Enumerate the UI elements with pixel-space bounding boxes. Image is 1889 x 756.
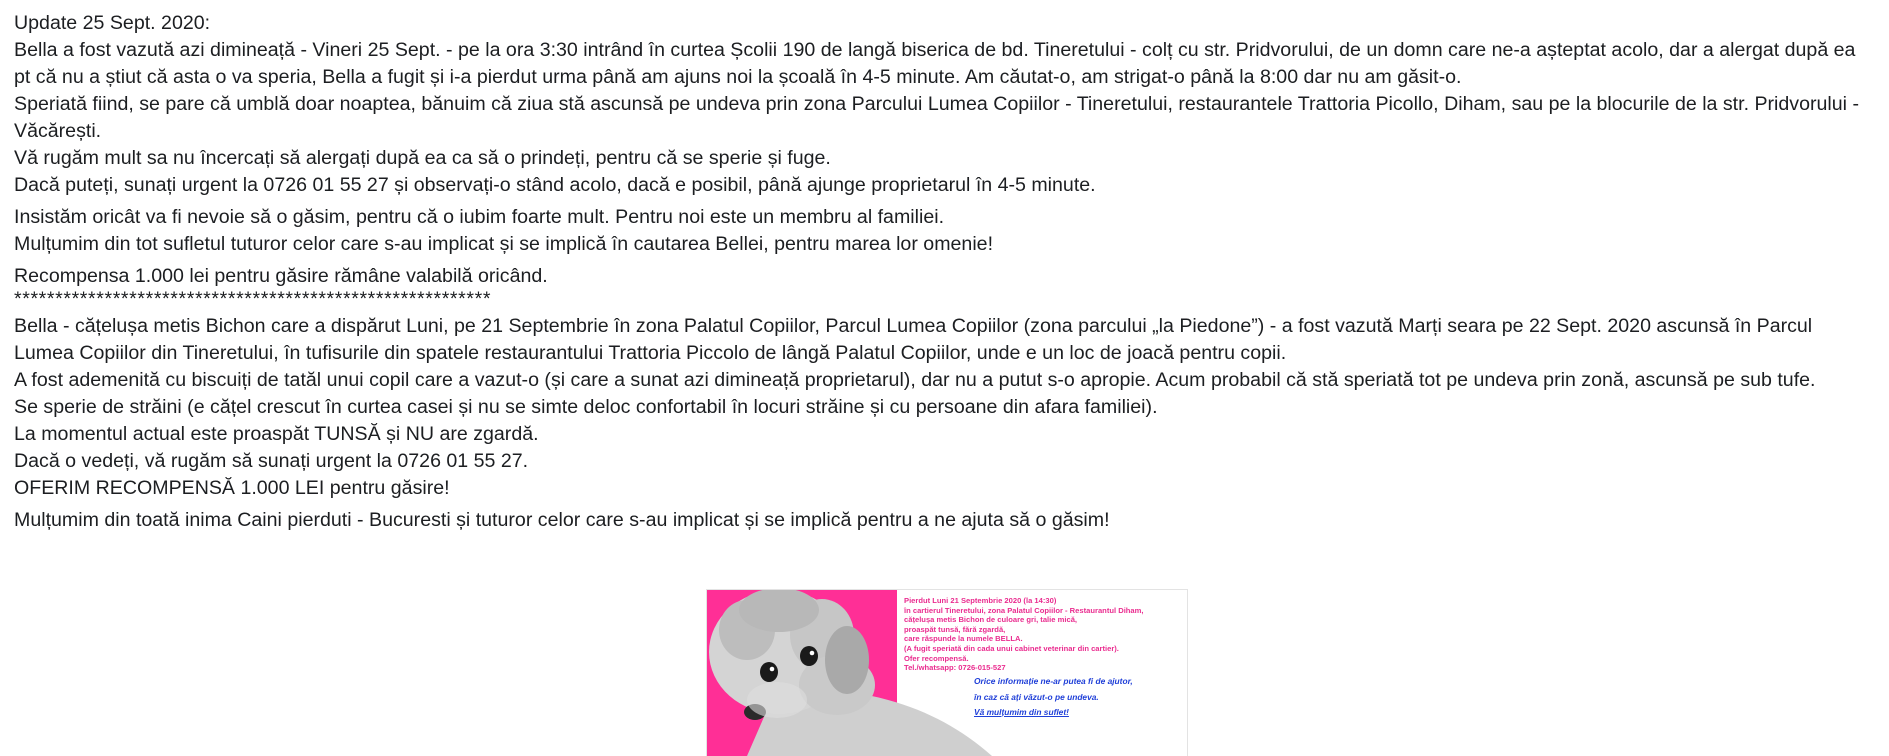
post-body bbox=[14, 10, 1876, 534]
poster-blue-line: în caz că ați văzut-o pe undeva. bbox=[974, 691, 1099, 702]
poster-line: proaspăt tunsă, fără zgardă, bbox=[904, 624, 1006, 634]
original-paragraph: Dacă o vedeți, vă rugăm să sunați urgent la 0726 01 55 27. bbox=[14, 450, 529, 472]
star-divider: ********************************************************** bbox=[14, 290, 492, 308]
poster-line: Pierdut Luni 21 Septembrie 2020 (la 14:30) bbox=[904, 596, 1057, 605]
reward-line: Recompensa 1.000 lei pentru găsire rămâne valabilă oricând. bbox=[14, 265, 548, 287]
original-paragraph: A fost ademenită cu biscuiți de tatăl unui copil care a vazut-o (și care a sunat azi dimineață proprietarul), dar nu a putut s-o apropie. Acum probabil că stă speriată tot pe undeva prin zonă, ascunsă pe sub tufe. bbox=[14, 369, 1816, 391]
update-paragraph: Vă rugăm mult sa nu încercați să alergați după ea ca să o prindeți, pentru că se sperie și fuge. bbox=[14, 147, 831, 169]
update-paragraph: Dacă puteți, sunați urgent la 0726 01 55 27 și observați-o stând acolo, dacă e posibil, până ajunge proprietarul în 4-5 minute. bbox=[14, 174, 1096, 196]
original-paragraph: La momentul actual este proaspăt TUNSĂ și NU are zgardă. bbox=[14, 423, 539, 445]
poster-pink-text bbox=[904, 596, 1174, 673]
original-paragraph: Bella - cățelușa metis Bichon care a dispărut Luni, pe 21 Septembrie în zona Palatul Copiilor, Parcul Lumea Copiilor (zona parcului „la Piedone”) - a fost vazută Marți seara pe 22 Sept. 2020 ascunsă în Parcul Lumea Copiilor din Tineretului, în tufisurile din spatele restaurantului Trattoria Piccolo de lângă Palatul Copiilor, unde e un loc de joacă pentru copii. bbox=[14, 315, 1813, 364]
poster-line: cățelușa metis Bichon de culoare gri, talie mică, bbox=[904, 615, 1078, 625]
poster-line: Tel./whatsapp: 0726-015-527 bbox=[904, 663, 1006, 673]
update-paragraph: Speriată fiind, se pare că umblă doar noaptea, bănuim că ziua stă ascunsă pe undeva prin zona Parcului Lumea Copiilor - Tineretului, restaurantele Trattoria Picollo, Diham, sau pe la blocurile de la str. Pridvorului - Văcărești. bbox=[14, 93, 1859, 142]
lost-dog-poster-image[interactable] bbox=[706, 589, 1188, 756]
original-paragraph: OFERIM RECOMPENSĂ 1.000 LEI pentru găsire! bbox=[14, 477, 450, 499]
original-paragraph: Se sperie de străini (e cățel crescut în curtea casei și nu se simte deloc confortabil în locuri străine și cu persoane din afara familiei). bbox=[14, 396, 1158, 418]
poster-line: în cartierul Tineretului, zona Palatul Copiilor - Restaurantul Diham, bbox=[904, 605, 1144, 615]
update-heading: Update 25 Sept. 2020: bbox=[14, 12, 211, 34]
update-paragraph: Bella a fost vazută azi dimineață - Vineri 25 Sept. - pe la ora 3:30 intrând în curtea Școlii 190 de langă biserica de bd. Tineretului - colț cu str. Pridvorului, de un domn care ne-a așteptat acolo, dar a alergat după ea pt că nu a știut că asta o va speria, Bella a fugit și i-a pierdut urma până am ajuns noi la școală în 4-5 minute. Am căutat-o, am strigat-o până la 8:00 dar nu am găsit-o. bbox=[14, 39, 1856, 88]
poster-blue-text bbox=[974, 674, 1133, 721]
insist-paragraph: Insistăm oricât va fi nevoie să o găsim, pentru că o iubim foarte mult. Pentru noi este un membru al familiei. bbox=[14, 206, 945, 228]
thanks-line: Mulțumim din toată inima Caini pierduti - Bucuresti și tuturor celor care s-au implicat și se implică pentru a ne ajuta să o găsim! bbox=[14, 509, 1110, 531]
poster-line: (A fugit speriată din cada unui cabinet veterinar din cartier). bbox=[904, 643, 1119, 653]
poster-blue-line: Orice informație ne-ar putea fi de ajutor, bbox=[974, 676, 1133, 686]
poster-line: Ofer recompensă. bbox=[904, 653, 969, 663]
poster-line: care răspunde la numele BELLA. bbox=[904, 634, 1023, 644]
poster-blue-line: Vă mulțumim din suflet! bbox=[974, 707, 1069, 717]
insist-paragraph: Mulțumim din tot sufletul tuturor celor care s-au implicat și se implică în cautarea Bellei, pentru marea lor omenie! bbox=[14, 233, 994, 255]
